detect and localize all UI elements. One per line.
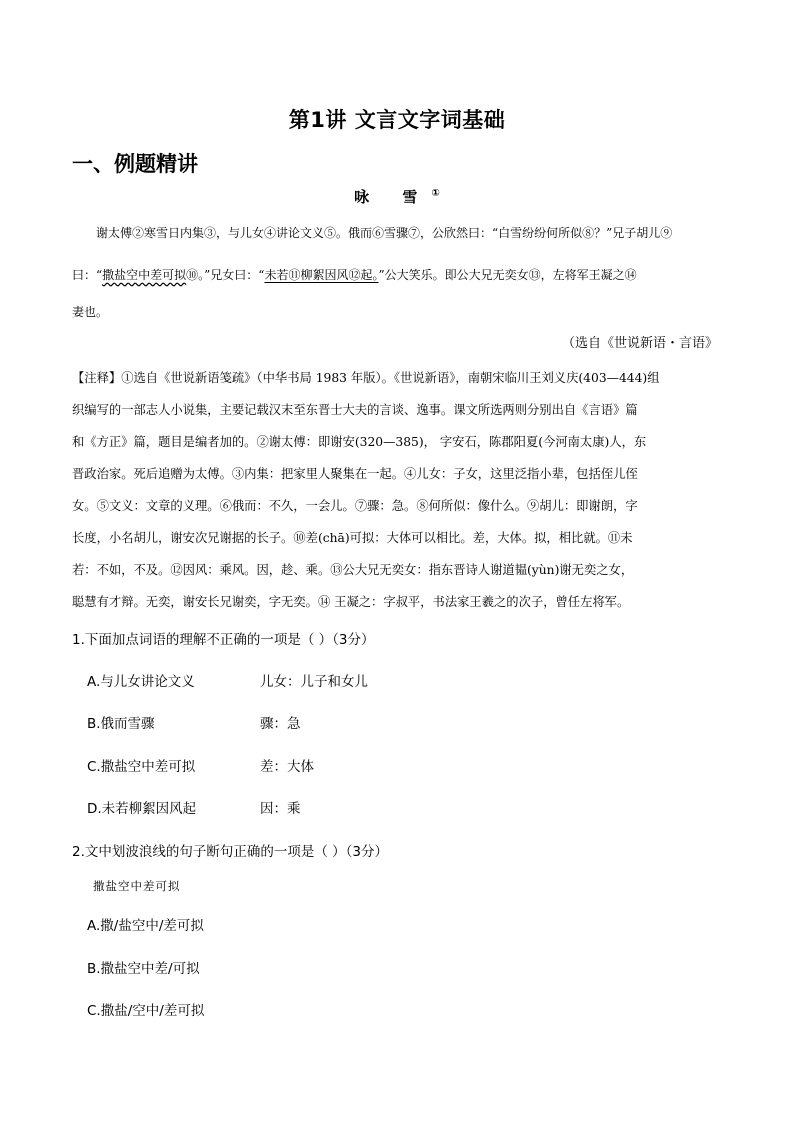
passage-text: ”公大笑乐。即公大兄无奕女⑬，左将军王凝之⑭ [378,268,637,282]
question-2-sentence: 撒盐空中差可拟 [93,879,181,893]
underlined-sentence: 未若⑪柳絮因风⑫起。 [264,268,379,282]
question-2-stem: 2.文中划波浪线的句子断句正确的一项是（ ）（3分） [72,844,389,860]
question-1-option-d: D.未若柳絮因风起 [87,801,197,817]
note-line: 和《方正》篇，题目是编者加的。②谢太傅：即谢安(320—385)， 字安石，陈郡阳夏(今河南太康)人，东 [72,435,647,449]
passage-text: 曰：“ [72,268,103,282]
question-1-stem: 1.下面加点词语的理解不正确的一项是（ ）（3分） [72,632,375,648]
note-line: 织编写的一部志人小说集，主要记载汉末至东晋士大夫的言谈、逸事。课文所选两则分别出自《言语》篇 [72,403,638,417]
poem-title-footnote-mark: ① [431,188,440,199]
question-1-option-a-gloss: 儿女：儿子和女儿 [260,674,368,690]
note-line: 【注释】①选自《世说新语笺疏》（中华书局 1983 年版）。《世说新语》，南朝宋临川王刘义庆(403—444)组 [72,371,660,385]
note-line: 女。⑤文义：文章的义理。⑥俄而：不久，一会儿。⑦骤：急。⑧何所似：像什么。⑨胡儿：即谢朗，字 [72,499,638,513]
question-1-option-b-gloss: 骤：急 [260,716,301,732]
note-line: 若：不如，不及。⑫因风：乘风。因，趁、乘。⑬公大兄无奕女：指东晋诗人谢道韫(yùn)谢无奕之女， [72,563,634,577]
question-1-option-d-gloss: 因：乘 [260,801,301,817]
poem-title [0,186,794,207]
question-1-option-b: B.俄而雪骤 [87,716,155,732]
question-1-option-c: C.撒盐空中差可拟 [87,759,196,775]
passage-line-3: 妻也。 [72,305,109,319]
passage-line-1: 谢太傅②寒雪日内集③，与儿女④讲论文义⑤。俄而⑥雪骤⑦，公欣然曰：“白雪纷纷何所似⑧？”兄子胡儿⑨ [96,226,673,240]
question-1-option-a: A.与儿女讲论文义 [87,674,195,690]
question-2-option-c: C.撒盐/空中/差可拟 [87,1003,205,1019]
question-2-option-a: A.撒/盐空中/差可拟 [87,918,204,934]
note-line: 长度，小名胡儿，谢安次兄谢据的长子。⑩差(chā)可拟：大体可以相比。差，大体。拟，相比就。⑪未 [72,531,633,545]
passage-source: （选自《世说新语・言语》 [561,336,718,351]
section-heading: 一、例题精讲 [72,152,198,176]
note-line: 聪慧有才辩。无奕，谢安长兄谢奕，字无奕。⑭ 王凝之：字叔平，书法家王羲之的次子，曾任左将军。 [72,595,630,609]
passage-line-2 [72,267,637,283]
question-2-option-b: B.撒盐空中差/可拟 [87,961,200,977]
note-line: 晋政治家。死后追赠为太傅。③内集：把家里人聚集在一起。④儿女：子女，这里泛指小辈，包括侄儿侄 [72,467,638,481]
poem-title-text: 咏 雪 [354,188,432,206]
page-title: 第1讲 文言文字词基础 [288,108,506,132]
passage-text: ⑩。”兄女曰：“ [186,268,265,282]
question-1-option-c-gloss: 差：大体 [260,759,314,775]
wavy-underlined-sentence: 撒盐空中差可拟 [102,268,187,282]
